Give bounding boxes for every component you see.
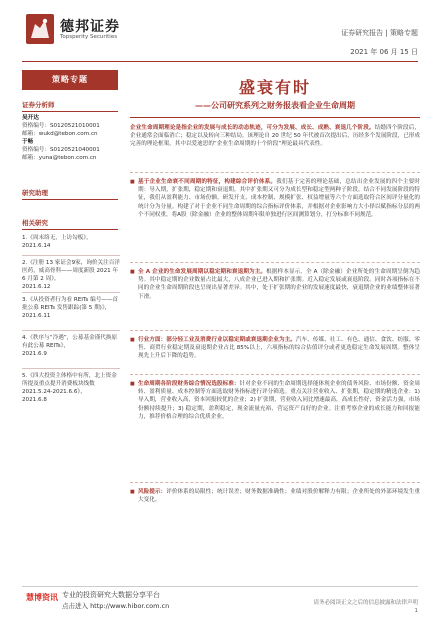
related-report-title: 5.《四大投资主体格中有所，北上资金所提及重点提升消费板块线数 2021.5.24-2021.6.6》， [22,373,117,395]
analyst-cert: 资格编号：S0120521040001 [22,147,100,153]
bullet-lifecycle-distribution [130,268,420,301]
bullet-body: 汽车、传媒、社工、有色、通信、食饮、纺服、零售、商贸行业稳定期及衰退期企业占比 85%以上，六项指标的综合估值评分或者更迭稳定生命发展周期。整体呈现先上升后下降的趋势。 [138,337,420,360]
footer-slogan: 专业的投资研究大数据分享平台 [62,591,160,599]
report-tag: 策略专题 [22,70,118,90]
bull-icon [26,14,54,44]
analyst-block [22,114,122,162]
related-report-title: 3.《从投资者行为看 REITs 编号——首批公募 REITs 发售跟踪(第 5 期)》， [22,297,119,311]
footer-logo: 慧博资讯 [26,593,58,602]
section-divider [130,172,420,173]
analyst-section-title: 证券分析师 [22,100,118,112]
bullet-body: 我们基于完善的理论基础，总结出企业发展的四个主要时期：导入期，扩张期，稳定期和衰退期。其中扩张期又可分为成长型和稳定型两种子阶段。结合不同发展阶段的特征，我们从盈利能力、市场份额、研发开支、成本控制、规模扩张、权益增量等六个方面选取符合区间评分量化的统计分为分量。构建了对于企业不同生命周期的综合指标评价体系，并根据对企业影响力大小择以赋指标分层的两个不同权重，将A股（除金融）企业的整体周期年限单独进行区间测算划分，打分标准不同规范。 [138,179,420,218]
analyst-email[interactable]: 邮箱：yuna@tebon.com.cn [22,155,97,161]
bullet-framework [130,178,420,219]
footer-disclaimer: 请务必阅读正文之后的信息披露和法律声明 [313,600,418,606]
bullet-body: 根据样本显示，全 A（除金融）企业所处的生命周期呈倒为趋势。其中稳定期的企业数量占比最大，八成企业已进入期和扩张期。近入稳定发展或衰退阶段。同时各项指标在不同的企业生命周期阶段也呈现出显著差异。其中，处于扩张期的企业的发展速度最快，衰退期企业的业绩整体显著下滑。 [138,269,420,300]
related-report-item[interactable] [22,334,120,358]
company-name-cn: 德邦证券 [60,19,120,35]
related-report-date: 2021.6.14 [22,243,51,249]
analyst-name: 吴开达 [22,115,39,121]
section-divider [130,482,420,483]
header-divider [22,61,418,62]
analyst-cert: 资格编号：S0120521010001 [22,123,100,129]
intro-lead: 企业生命周期理论是指企业的发展与成长的动态轨迹，可分为发展、成长、成熟、衰退几个阶段。 [130,125,375,131]
page-number: 1 [414,608,418,614]
intro-paragraph [130,124,420,149]
company-name-en: Topsperity Securities [60,34,118,40]
bullet-lead: 风险提示： [138,489,167,495]
related-divider [22,330,120,331]
related-report-title: 2.《注册 13 家证会9家，询价关注百洋医药，威高骨科——周度新股 2021 年 6 月第 2 周》， [22,260,120,282]
assistant-section-title: 研究助理 [22,188,118,200]
bullet-body: 评价体系的局限性；统计误差；财务数据准确性；业绩对股价解释力有限；企业所处的外部环境发生重大变化。 [138,489,420,504]
bullet-lead: 行业方面：部分轻工业及消费行业以稳定期或衰退期企业为主。 [138,337,296,343]
footer-divider [22,586,418,587]
section-divider [130,330,420,331]
related-report-item[interactable] [22,259,120,291]
related-divider [22,255,120,256]
bullet-industry [130,336,420,361]
related-section-title: 相关研究 [22,218,118,230]
report-date: 2021 年 06 月 15 日 [350,48,418,56]
related-report-item[interactable] [22,296,120,320]
related-report-date: 2021.6.11 [22,313,51,319]
section-divider [130,374,420,375]
intro-body: 结婚四个阶段后，企业通常会面临消亡；稳定以及转向三种结局。该理论自 20 世纪 50 年代被首次提出后，历经多个发展阶段，已形成完善的理论框架，其中以爱迪思的“企业生命周期的十个阶段”理论最具代表性。 [130,125,420,148]
bullet-stock-selection [130,380,420,421]
related-divider [22,368,120,369]
related-report-item[interactable] [22,372,120,404]
bullet-lead: 基于企业生命衰不同周期的特征，构建综合评价体系。 [138,179,277,185]
bullet-lead: 生命周期各阶段财务综合情况选股标准： [138,381,240,387]
title-divider [130,117,420,118]
related-report-title: 4.《秩序与“冷遇”，公募基金谨代换原有此公募 REITs》， [22,335,118,349]
report-type: 证券研究报告 | 策略专题 [341,29,418,37]
related-report-date: 2021.6.8 [22,397,47,403]
bullet-risk [130,488,420,504]
related-report-date: 2021.6.12 [22,284,51,290]
bullet-lead: 全 A 企业的生命发展周期以稳定期和衰退期为主。 [138,269,267,275]
footer-link[interactable]: 点击进入 http://www.hibor.com.cn [62,602,170,610]
bullet-body: 针对企业不同的生命周期选择能体现企业的债务风险、市场份额、资金周转、盈利质量、成本控制等方面选取财务指标进行评分筛选。重点关注营业收入、扩张期，稳定期的精选企业：1) 导入期，营业收入高，资本回报较优的企业；2) 扩张期，营业收入同比增速最高，高成长性好，资金活力强，市场份额持续提升；3) 稳定期，盈利稳定，现金流量充裕，营运资产良好的企业。注重考察企业的成长能力和回报能力，推荐价格合理的综合优质企业。 [138,381,420,420]
analyst-name: 于畅 [22,139,34,145]
company-logo-mark [26,14,54,44]
related-report-title: 1.《周末络无，上访勾板》， [22,235,92,241]
related-report-item[interactable] [22,234,120,250]
related-divider [22,292,120,293]
report-title: 盛衰有时 [238,78,311,97]
analyst-email[interactable]: 邮箱：wukd@tebon.com.cn [22,131,98,137]
section-divider [130,262,420,263]
related-report-date: 2021.6.9 [22,351,47,357]
report-subtitle: ——公司研究系列之财务报表看企业生命周期 [195,101,355,110]
